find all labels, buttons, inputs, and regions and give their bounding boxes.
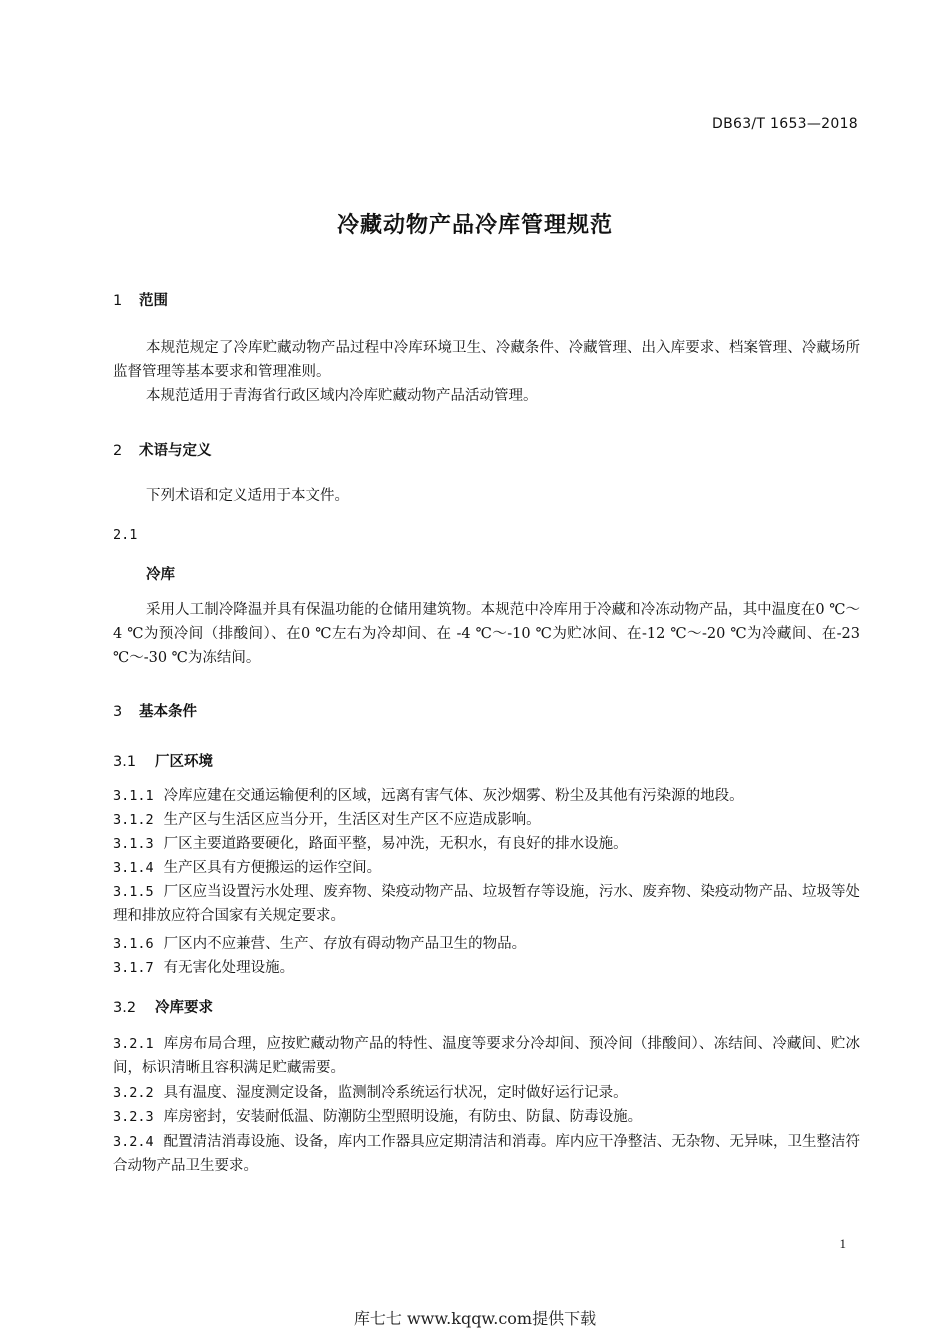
- clause-number: 3.1.5: [113, 884, 154, 900]
- subsection-number: 3.1: [113, 754, 137, 770]
- term-number: 2.1: [113, 527, 138, 543]
- clause-text: 冷库应建在交通运输便利的区域，远离有害气体、灰沙烟雾、粉尘及其他有污染源的地段。: [163, 788, 744, 804]
- clause-number: 3.2.1: [113, 1036, 154, 1052]
- clause-text: 库房布局合理，应按贮藏动物产品的特性、温度等要求分冷却间、预冷间（排酸间）、冻结间、冷藏间、贮冰间，标识清晰且容积满足贮藏需要。: [113, 1036, 860, 1076]
- section-3-heading: [113, 700, 197, 721]
- section-title: 术语与定义: [139, 443, 212, 459]
- section-title: 范围: [139, 293, 168, 309]
- section-number: 1: [113, 293, 123, 309]
- clause-text: 厂区内不应兼营、生产、存放有碍动物产品卫生的物品。: [163, 936, 527, 952]
- section-1-heading: [113, 289, 168, 310]
- subsection-number: 3.2: [113, 1000, 137, 1016]
- document-title: 冷藏动物产品冷库管理规范: [336, 213, 613, 238]
- clause-3-2-3: [113, 1105, 860, 1129]
- clause-number: 3.1.1: [113, 788, 154, 804]
- section-title: 基本条件: [139, 704, 197, 720]
- subsection-title: 冷库要求: [155, 1000, 213, 1016]
- clause-number: 3.2.3: [113, 1109, 154, 1125]
- clause-text: 库房密封，安装耐低温、防潮防尘型照明设施，有防虫、防鼠、防毒设施。: [163, 1109, 643, 1125]
- clause-number: 3.1.3: [113, 836, 154, 852]
- clause-number: 3.1.6: [113, 936, 154, 952]
- clause-3-1-7: [113, 956, 860, 980]
- clause-3-1-2: [113, 808, 860, 832]
- clause-text: 厂区应当设置污水处理、废弃物、染疫动物产品、垃圾暂存等设施，污水、废弃物、染疫动物产品、垃圾等处理和排放应符合国家有关规定要求。: [113, 884, 860, 924]
- section-number: 3: [113, 704, 123, 720]
- section-number: 2: [113, 443, 123, 459]
- clause-3-1-1: [113, 784, 860, 808]
- clause-number: 3.1.4: [113, 860, 154, 876]
- clause-3-2-4: [113, 1130, 860, 1178]
- clause-text: 厂区主要道路要硬化，路面平整，易冲洗，无积水，有良好的排水设施。: [163, 836, 628, 852]
- section-2-intro: 下列术语和定义适用于本文件。: [146, 488, 349, 504]
- clause-3-1-5: [113, 880, 860, 928]
- clause-text: 具有温度、湿度测定设备，监测制冷系统运行状况，定时做好运行记录。: [163, 1085, 628, 1101]
- clause-number: 3.1.7: [113, 960, 154, 976]
- subsection-title: 厂区环境: [155, 754, 213, 770]
- section-2-heading: [113, 439, 212, 460]
- clause-3-2-1: [113, 1032, 860, 1080]
- clause-number: 3.2.4: [113, 1134, 154, 1150]
- download-footer: 库七七 www.kqqw.com提供下载: [353, 1309, 597, 1328]
- clause-3-2-2: [113, 1081, 860, 1105]
- clause-number: 3.2.2: [113, 1085, 154, 1101]
- clause-text: 配置清洁消毒设施、设备，库内工作器具应定期清洁和消毒。库内应干净整洁、无杂物、无异味，卫生整洁符合动物产品卫生要求。: [113, 1134, 860, 1174]
- subsection-3-1-heading: [113, 750, 213, 771]
- term-name: 冷库: [146, 567, 175, 583]
- clause-text: 生产区具有方便搬运的运作空间。: [163, 860, 382, 876]
- clause-text: 生产区与生活区应当分开，生活区对生产区不应造成影响。: [163, 812, 541, 828]
- term-definition: 采用人工制冷降温并具有保温功能的仓储用建筑物。本规范中冷库用于冷藏和冷冻动物产品，其中温度在0 ℃～4 ℃为预冷间（排酸间）、在0 ℃左右为冷却间、在 -4 ℃～-10 ℃为贮冰间、在-12 ℃～-20 ℃为冷藏间、在-23 ℃～-30 ℃为冻结间。: [113, 602, 860, 666]
- clause-3-1-3: [113, 832, 860, 856]
- standard-code: DB63/T 1653—2018: [712, 116, 858, 132]
- clause-3-1-4: [113, 856, 860, 880]
- subsection-3-2-heading: [113, 996, 213, 1017]
- clause-text: 有无害化处理设施。: [163, 960, 295, 976]
- clause-3-1-6: [113, 932, 860, 956]
- page-number: 1: [839, 1236, 846, 1251]
- section-1-paragraph-2: 本规范适用于青海省行政区域内冷库贮藏动物产品活动管理。: [146, 388, 538, 404]
- section-1-paragraph-1: 本规范规定了冷库贮藏动物产品过程中冷库环境卫生、冷藏条件、冷藏管理、出入库要求、档案管理、冷藏场所监督管理等基本要求和管理准则。: [113, 340, 860, 380]
- clause-number: 3.1.2: [113, 812, 154, 828]
